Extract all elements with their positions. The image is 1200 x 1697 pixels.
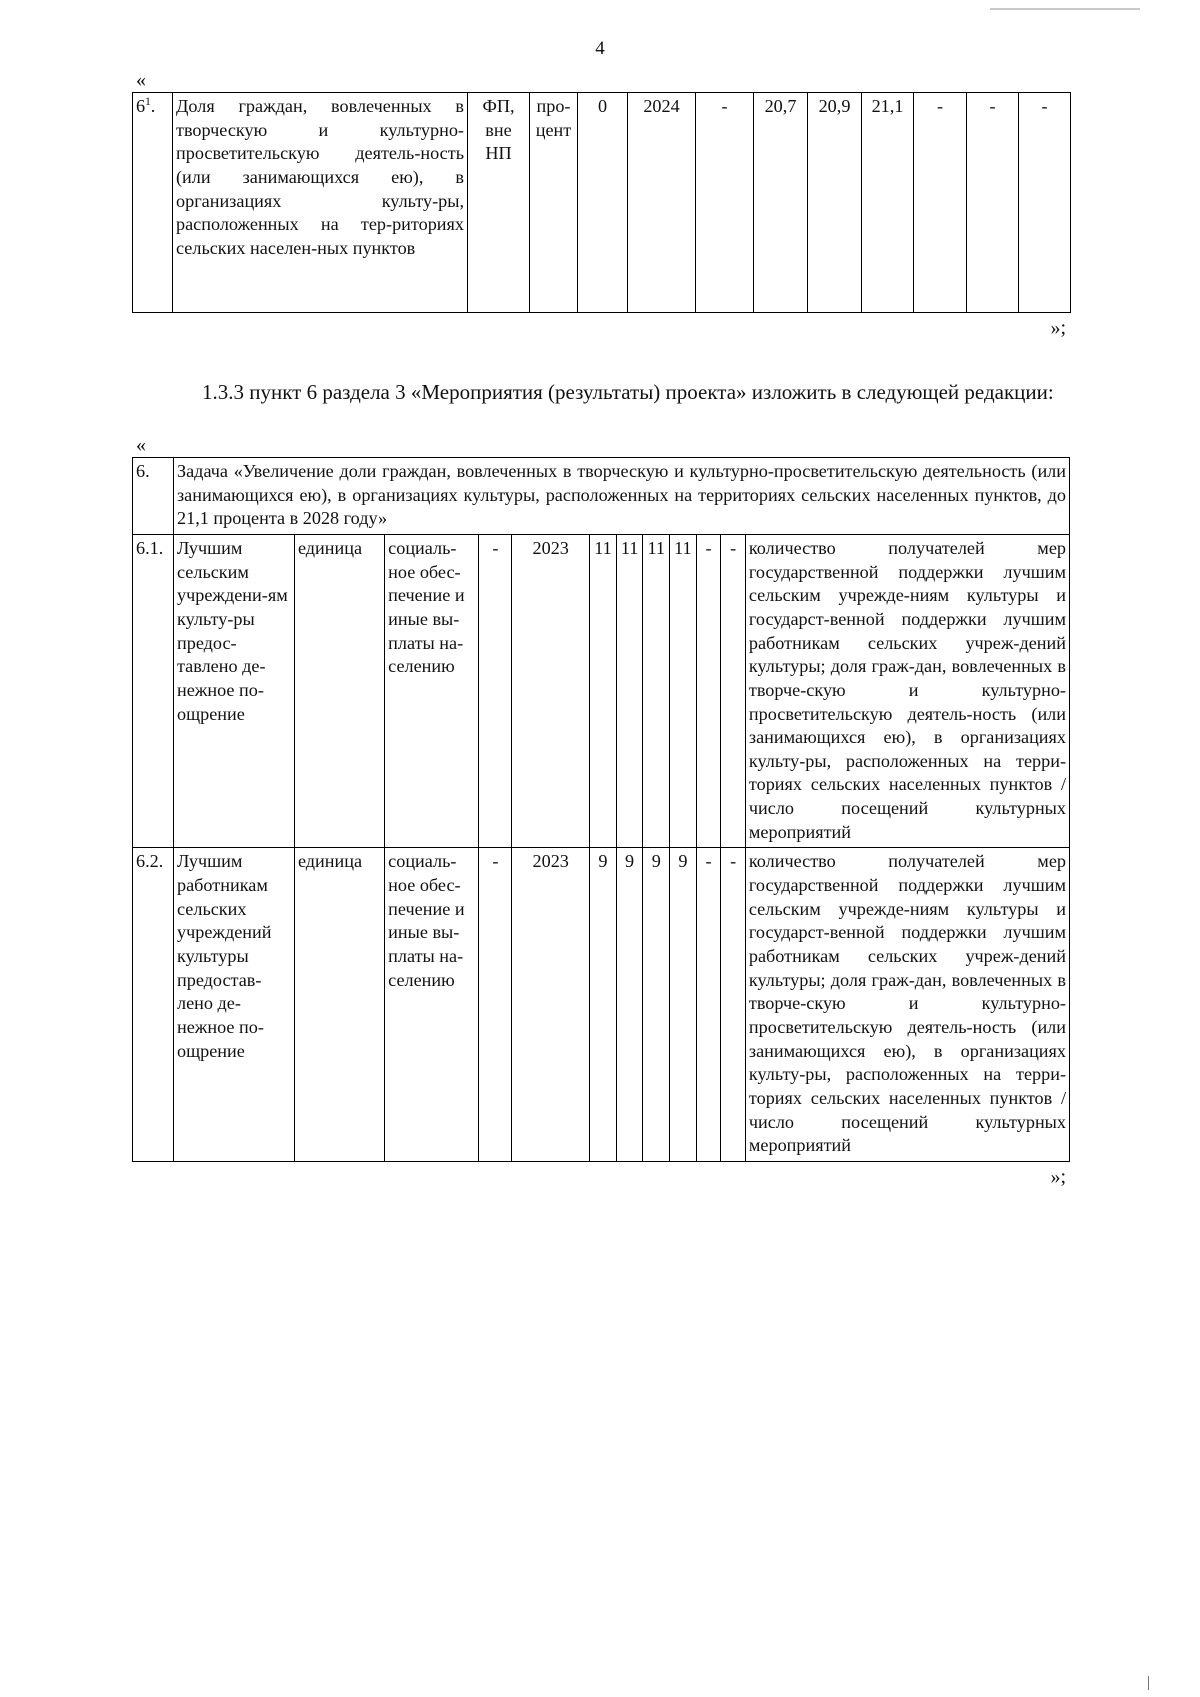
activity-value-2: 11 — [616, 534, 643, 848]
value-3: 20,9 — [808, 93, 862, 313]
activity-value-4: 9 — [670, 848, 697, 1162]
activity-year: 2023 — [512, 534, 590, 848]
value-5: - — [914, 93, 967, 313]
activity-name: Лучшим сельским учреждени-ям культу-ры предос-тавлено де-нежное по-ощрение — [174, 534, 295, 848]
activity-value-1: 11 — [590, 534, 617, 848]
row-index-dot: . — [150, 96, 156, 116]
task-index: 6. — [133, 457, 174, 534]
activity-description: количество получателей мер государственной поддержки лучшим сельским учрежде-ниям культуры и государст-венной поддержки лучшим работникам сельских учреж-дений культуры; доля граж-дан, вовлеченных в творче-скую и культурно-просветительскую деятель-ность (или занимающихся ею), в организациях культу-ры, расположенных на терри-ториях сельских населенных пунктов /число посещений культурных мероприятий — [745, 534, 1069, 848]
quote-close-table2: »; — [1050, 1165, 1066, 1188]
value-2: 20,7 — [754, 93, 808, 313]
activity-value-4: 11 — [670, 534, 697, 848]
activity-kind: социаль-ное обес-печение и иные вы-платы на-селению — [385, 534, 479, 848]
activity-value-3: 9 — [643, 848, 670, 1162]
value-1: - — [696, 93, 754, 313]
table-row — [133, 848, 1070, 1162]
quote-open-table2: « — [136, 433, 146, 456]
base-year: 2024 — [628, 93, 696, 313]
activity-name: Лучшим работникам сельских учреждений культуры предостав-лено де-нежное по-ощрение — [174, 848, 295, 1162]
table-row — [133, 534, 1070, 848]
activity-index: 6.2. — [133, 848, 174, 1162]
activity-index: 6.1. — [133, 534, 174, 848]
activity-base: - — [479, 534, 512, 848]
task-row — [133, 457, 1070, 534]
activity-kind: социаль-ное обес-печение и иные вы-платы на-селению — [385, 848, 479, 1162]
scan-artifact-tick — [1148, 1676, 1149, 1690]
activity-unit: единица — [294, 848, 384, 1162]
value-7: - — [1019, 93, 1071, 313]
value-4: 21,1 — [862, 93, 914, 313]
indicator-table — [132, 92, 1071, 313]
row-index-superscript: 1 — [145, 95, 151, 108]
activity-description: количество получателей мер государственной поддержки лучшим сельским учрежде-ниям культуры и государст-венной поддержки лучшим работникам сельских учреж-дений культуры; доля граж-дан, вовлеченных в творче-скую и культурно-просветительскую деятель-ность (или занимающихся ею), в организациях культу-ры, расположенных на терри-ториях сельских населенных пунктов /число посещений культурных мероприятий — [745, 848, 1069, 1162]
activities-table — [132, 457, 1070, 1162]
indicator-name: Доля граждан, вовлеченных в творческую и культурно-просветительскую деятель-ность (или занимающихся ею), в организациях культу-ры, расположенных на тер-риториях сельских населен-ных пунктов — [173, 93, 468, 313]
activity-value-3: 11 — [643, 534, 670, 848]
activity-unit: единица — [294, 534, 384, 848]
task-text: Задача «Увеличение доли граждан, вовлеченных в творческую и культурно-просветительскую деятельность (или занимающихся ею), в организациях культуры, расположенных на территориях сельских населенных пунктов, до 21,1 процента в 2028 году» — [174, 457, 1070, 534]
indicator-unit: про-цент — [530, 93, 578, 313]
activity-value-5: - — [696, 534, 721, 848]
amendment-paragraph: 1.3.3 пункт 6 раздела 3 «Мероприятия (результаты) проекта» изложить в следующей редакции: — [202, 380, 1054, 404]
quote-open-table1: « — [136, 69, 146, 91]
table-row — [133, 93, 1071, 313]
value-6: - — [967, 93, 1019, 313]
row-index — [133, 93, 173, 313]
indicator-type: ФП, вне НП — [468, 93, 530, 313]
activity-value-1: 9 — [590, 848, 617, 1162]
activity-base: - — [479, 848, 512, 1162]
activity-value-5: - — [696, 848, 721, 1162]
row-index-number: 6 — [136, 96, 146, 116]
quote-close-table1: »; — [1050, 317, 1066, 339]
base-value: 0 — [578, 93, 628, 313]
activity-value-2: 9 — [616, 848, 643, 1162]
activity-value-6: - — [721, 534, 746, 848]
document-body — [132, 70, 1070, 1189]
activity-value-6: - — [721, 848, 746, 1162]
activity-year: 2023 — [512, 848, 590, 1162]
page-number: 4 — [595, 38, 605, 59]
scan-artifact-line — [990, 8, 1140, 10]
